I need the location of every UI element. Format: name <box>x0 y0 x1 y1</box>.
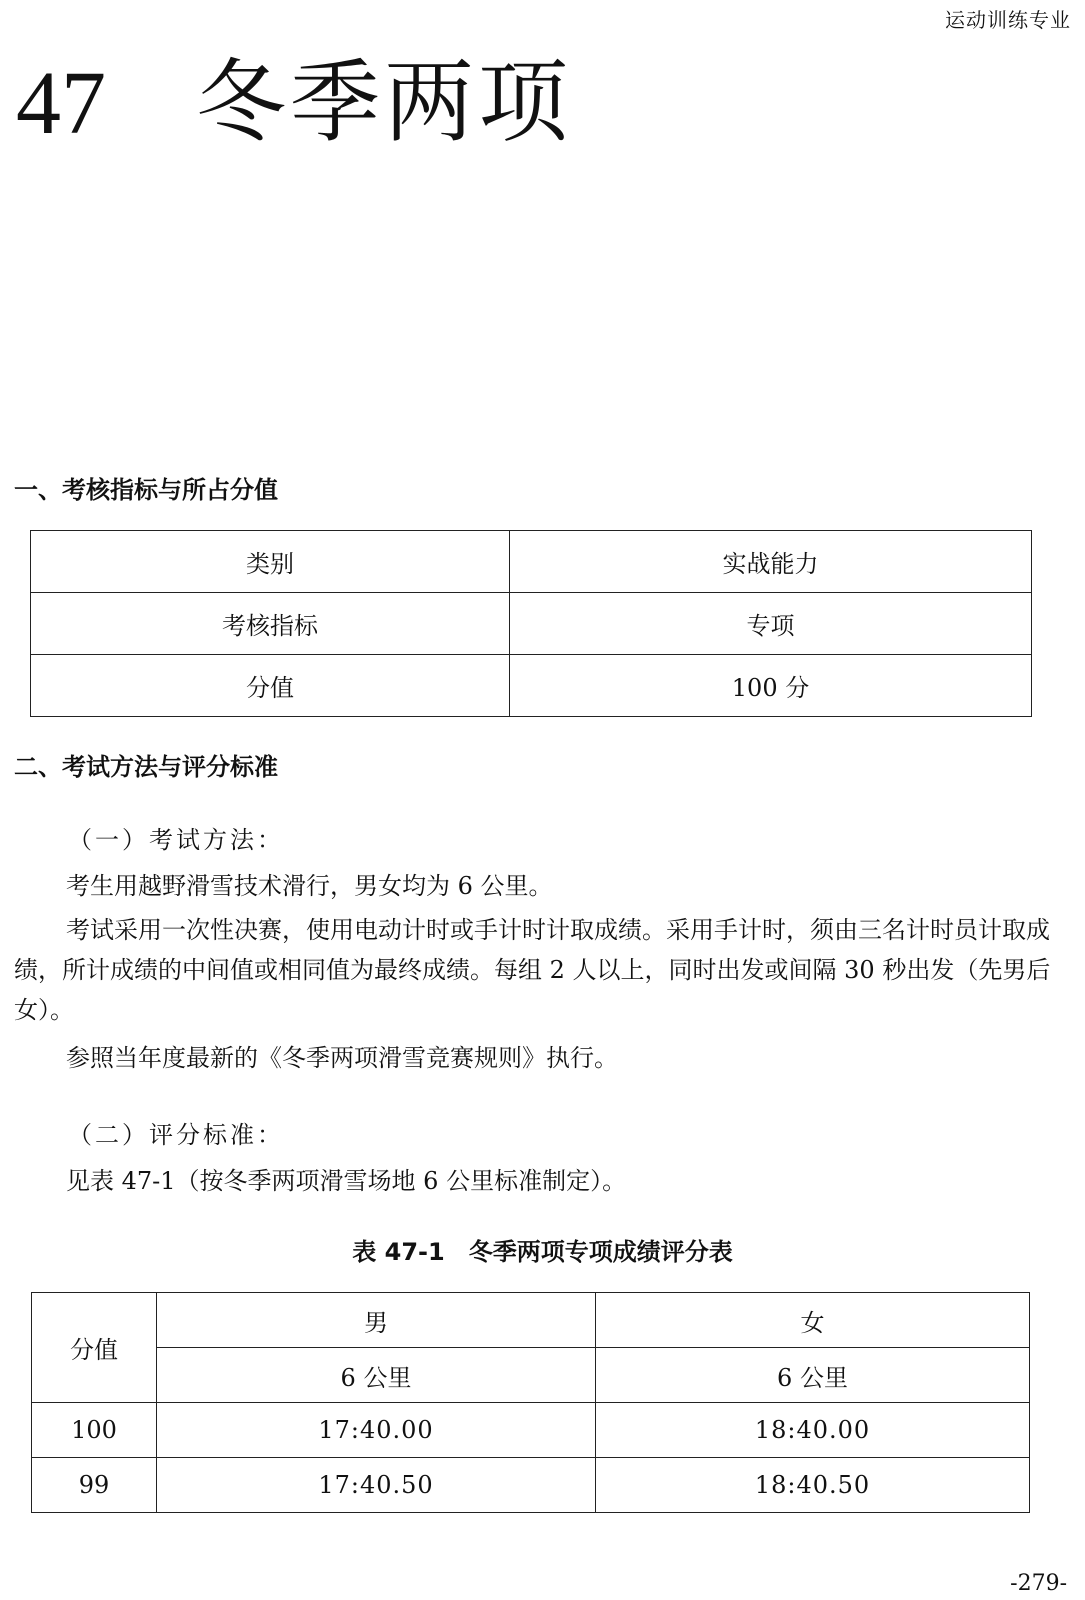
table-row <box>31 531 1032 593</box>
scoring-subheading: （二）评分标准： <box>68 1121 284 1149</box>
table-row <box>31 593 1032 655</box>
method-paragraph-3 <box>14 1038 1072 1078</box>
paragraph-text: 考生用越野滑雪技术滑行，男女均为 6 公里。 <box>66 872 553 900</box>
table-cell-value: 实战能力 <box>510 531 1032 593</box>
header-male-distance: 6 公里 <box>157 1348 596 1403</box>
cell-female-time: 18:40.00 <box>596 1403 1030 1458</box>
assessment-index-table <box>30 530 1032 717</box>
score-table <box>31 1292 1030 1513</box>
cell-score: 99 <box>32 1458 157 1513</box>
table-cell-value: 100 分 <box>510 655 1032 717</box>
chapter-number: 47 <box>16 54 106 153</box>
section-1-heading: 一、考核指标与所占分值 <box>14 476 278 504</box>
header-score: 分值 <box>32 1293 157 1403</box>
paragraph-text: 考试采用一次性决赛，使用电动计时或手计时计取成绩。采用手计时，须由三名计时员计取成绩，所计成绩的中间值或相同值为最终成绩。每组 2 人以上，同时出发或间隔 30 秒出发（先男后女）。 <box>14 916 1051 1024</box>
paragraph-text: 见表 47-1（按冬季两项滑雪场地 6 公里标准制定）。 <box>66 1167 627 1195</box>
table-row <box>32 1403 1030 1458</box>
cell-female-time: 18:40.50 <box>596 1458 1030 1513</box>
table-cell-label: 考核指标 <box>31 593 510 655</box>
scoring-paragraph <box>14 1161 1072 1201</box>
cell-male-time: 17:40.00 <box>157 1403 596 1458</box>
paragraph-text: 参照当年度最新的《冬季两项滑雪竞赛规则》执行。 <box>66 1044 618 1072</box>
chapter-title: 冬季两项 <box>196 50 572 155</box>
header-female-distance: 6 公里 <box>596 1348 1030 1403</box>
page-number: -279- <box>1010 1571 1067 1596</box>
section-2-heading: 二、考试方法与评分标准 <box>14 753 278 781</box>
table-header-row <box>32 1293 1030 1348</box>
method-subheading: （一）考试方法： <box>68 826 284 854</box>
table-subheader-row <box>32 1348 1030 1403</box>
table-cell-value: 专项 <box>510 593 1032 655</box>
table-cell-label: 分值 <box>31 655 510 717</box>
header-female: 女 <box>596 1293 1030 1348</box>
header-male: 男 <box>157 1293 596 1348</box>
table-row <box>31 655 1032 717</box>
chapter-heading <box>16 50 572 155</box>
cell-male-time: 17:40.50 <box>157 1458 596 1513</box>
method-paragraph-2 <box>14 910 1072 1030</box>
table-cell-label: 类别 <box>31 531 510 593</box>
table-caption: 表 47-1 冬季两项专项成绩评分表 <box>352 1238 733 1266</box>
method-paragraph-1 <box>14 866 1072 906</box>
running-header: 运动训练专业 <box>945 8 1071 32</box>
table-row <box>32 1458 1030 1513</box>
cell-score: 100 <box>32 1403 157 1458</box>
